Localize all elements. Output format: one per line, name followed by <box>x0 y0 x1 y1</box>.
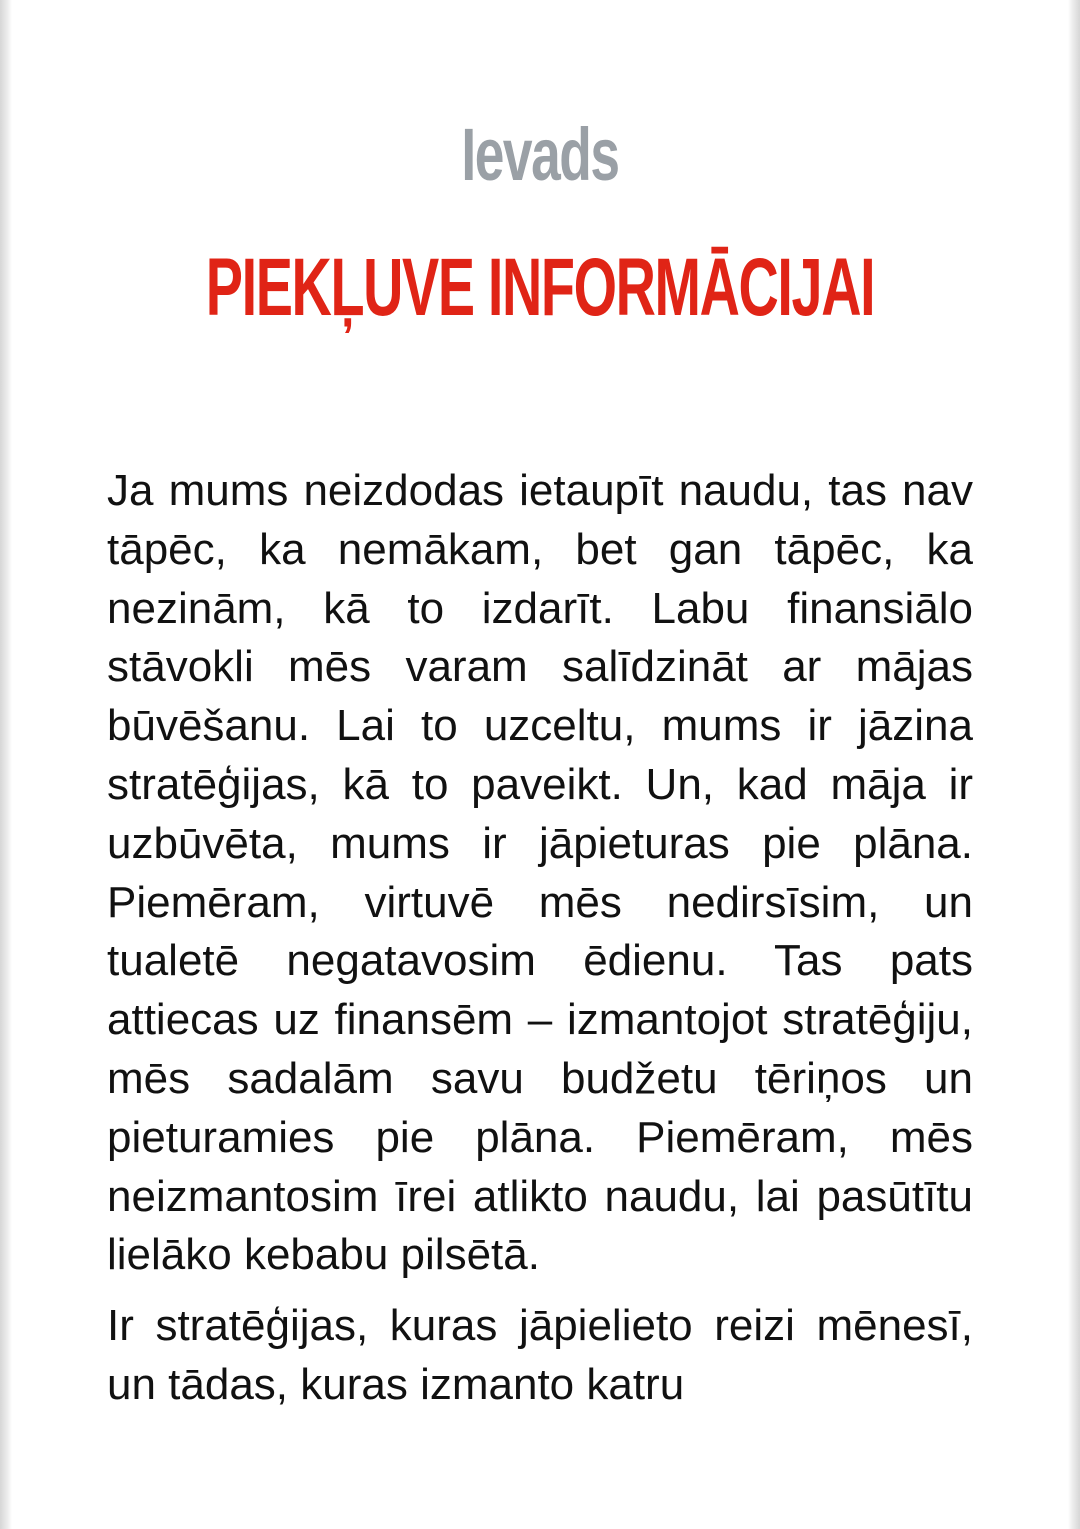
page-edge-right <box>1068 0 1080 1529</box>
page-edge-left <box>0 0 12 1529</box>
chapter-title: PIEKĻUVE INFORMĀCIJAI <box>205 242 875 333</box>
body-text <box>107 462 973 1427</box>
chapter-label: Ievads <box>461 113 619 196</box>
paragraph: Ja mums neizdodas ietaupīt naudu, tas nav tāpēc, ka nemākam, bet gan tāpēc, ka nezinām, kā to izdarīt. Labu finansiālo stāvokli mēs varam salīdzināt ar mājas būvēšanu. Lai to uzceltu, mums ir jāzina stratēģijas, kā to paveikt. Un, kad māja ir uzbūvēta, mums ir jāpieturas pie plāna. Piemēram, virtuvē mēs nedirsīsim, un tualetē negatavosim ēdienu. Tas pats attiecas uz finansēm – izmantojot stratēģiju, mēs sadalām savu budžetu tēriņos un pieturamies pie plāna. Piemēram, mēs neizmantosim īrei atlikto naudu, lai pasūtītu lielāko kebabu pilsētā. <box>107 466 973 1280</box>
book-page <box>12 0 1068 1529</box>
paragraph: Ir stratēģijas, kuras jāpielieto reizi mēnesī, un tādas, kuras izmanto katru <box>107 1301 973 1409</box>
